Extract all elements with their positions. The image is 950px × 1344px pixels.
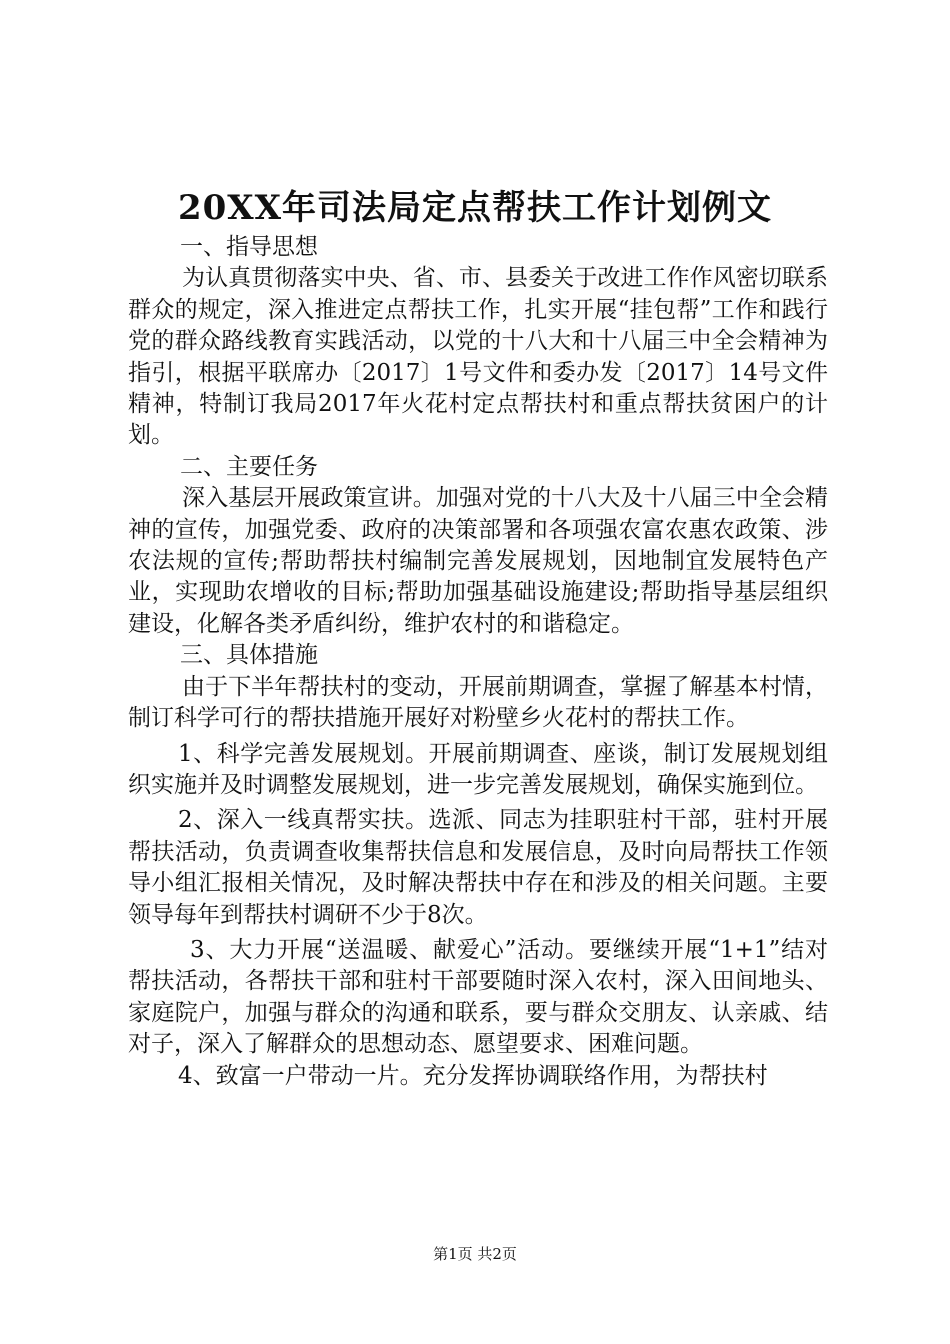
paragraph: 深入基层开展政策宣讲。加强对党的十八大及十八届三中全会精神的宣传，加强党委、政府的决策部署和各项强农富农惠农政策、涉农法规的宣传;帮助帮扶村编制完善发展规划，因地制宜发展特色产业，实现助农增收的目标;帮助加强基础设施建设;帮助指导基层组织建设，化解各类矛盾纠纷，维护农村的和谐稳定。 [128,485,828,637]
paragraph: 为认真贯彻落实中央、省、市、县委关于改进工作作风密切联系群众的规定，深入推进定点帮扶工作，扎实开展“挂包帮”工作和践行党的群众路线教育实践活动，以党的十八大和十八届三中全会精神为指引，根据平联席办〔2017〕1号文件和委办发〔2017〕14号文件精神，特制订我局2017年火花村定点帮扶村和重点帮扶贫困户的计划。 [128,265,828,449]
paragraph: 1、科学完善发展规划。开展前期调查、座谈，制订发展规划组织实施并及时调整发展规划，进一步完善发展规划，确保实施到位。 [128,740,828,798]
page-footer: 第1页 共2页 [433,1245,517,1263]
section-heading-guiding-ideology: 一、指导思想 [180,234,318,260]
section-heading-specific-measures: 三、具体措施 [180,642,318,669]
paragraph: 由于下半年帮扶村的变动，开展前期调查，掌握了解基本村情，制订科学可行的帮扶措施开展好对粉壁乡火花村的帮扶工作。 [128,673,828,732]
paragraph: 2、深入一线真帮实扶。选派、同志为挂职驻村干部，驻村开展帮扶活动，负责调查收集帮扶信息和发展信息，及时向局帮扶工作领导小组汇报相关情况，及时解决帮扶中存在和涉及的相关问题。主要领导每年到帮扶村调研不少于8次。 [128,807,828,928]
paragraph: 4、致富一户带动一片。充分发挥协调联络作用，为帮扶村 [178,1062,768,1089]
section-heading-main-tasks: 二、主要任务 [180,453,318,480]
document-title: 20XX年司法局定点帮扶工作计划例文 [177,188,773,228]
document-body [128,232,828,1092]
paragraph: 3、大力开展“送温暖、献爱心”活动。要继续开展“1+1”结对帮扶活动，各帮扶干部和驻村干部要随时深入农村，深入田间地头、家庭院户，加强与群众的沟通和联系，要与群众交朋友、认亲戚、结对子，深入了解群众的思想动态、愿望要求、困难问题。 [128,936,828,1058]
